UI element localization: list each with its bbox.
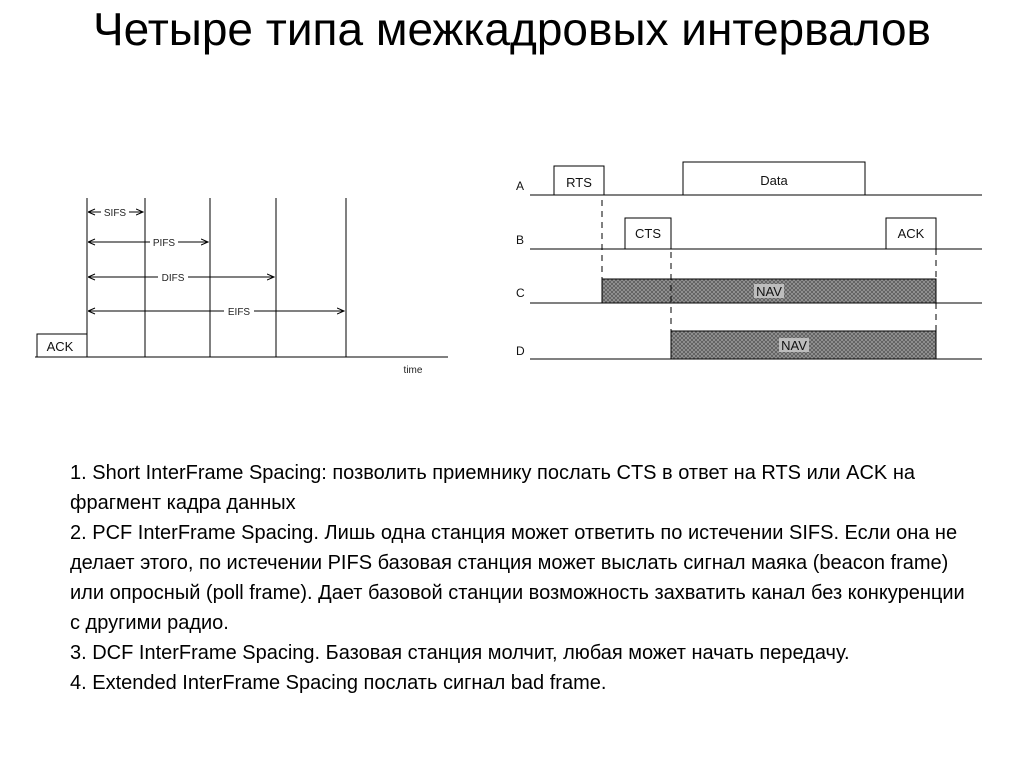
rts-label: RTS <box>566 175 592 190</box>
list-item-sifs: 1. Short InterFrame Spacing: позволить приемнику послать CTS в ответ на RTS или ACK на фрагмент кадра данных <box>70 462 915 514</box>
row-d-label: D <box>516 344 525 358</box>
cts-label: CTS <box>635 226 661 241</box>
data-label: Data <box>760 173 788 188</box>
list-item-eifs: 4. Extended InterFrame Spacing послать сигнал bad frame. <box>70 672 607 694</box>
slide-title: Четыре типа межкадровых интервалов <box>93 3 931 55</box>
list-item-pifs: 2. PCF InterFrame Spacing. Лишь одна станция может ответить по истечении SIFS. Если она не делает этого, по истечении PIFS базовая станция может выслать сигнал маяка (beacon frame) или опросный (poll frame). Дает базовой станции возможность захватить канал без конкуренции с другими радио. <box>70 522 965 634</box>
eifs-label: EIFS <box>227 307 251 318</box>
row-b-label: B <box>516 233 525 247</box>
ifs-ack-label: ACK <box>46 339 74 354</box>
row-a-label: A <box>516 179 525 193</box>
pifs-label: PIFS <box>152 238 176 249</box>
nav-label-c: NAV <box>756 284 782 299</box>
row-c-label: C <box>516 286 525 300</box>
nav-diagram <box>516 162 982 359</box>
nav-label-d: NAV <box>781 338 807 353</box>
ack-label: ACK <box>897 226 925 241</box>
sifs-label: SIFS <box>103 208 127 219</box>
list-item-difs: 3. DCF InterFrame Spacing. Базовая станция молчит, любая может начать передачу. <box>70 642 850 664</box>
difs-label: DIFS <box>161 273 185 284</box>
ifs-diagram <box>35 198 448 376</box>
ifs-description-list <box>70 458 970 698</box>
ifs-time-label: time <box>403 365 423 376</box>
